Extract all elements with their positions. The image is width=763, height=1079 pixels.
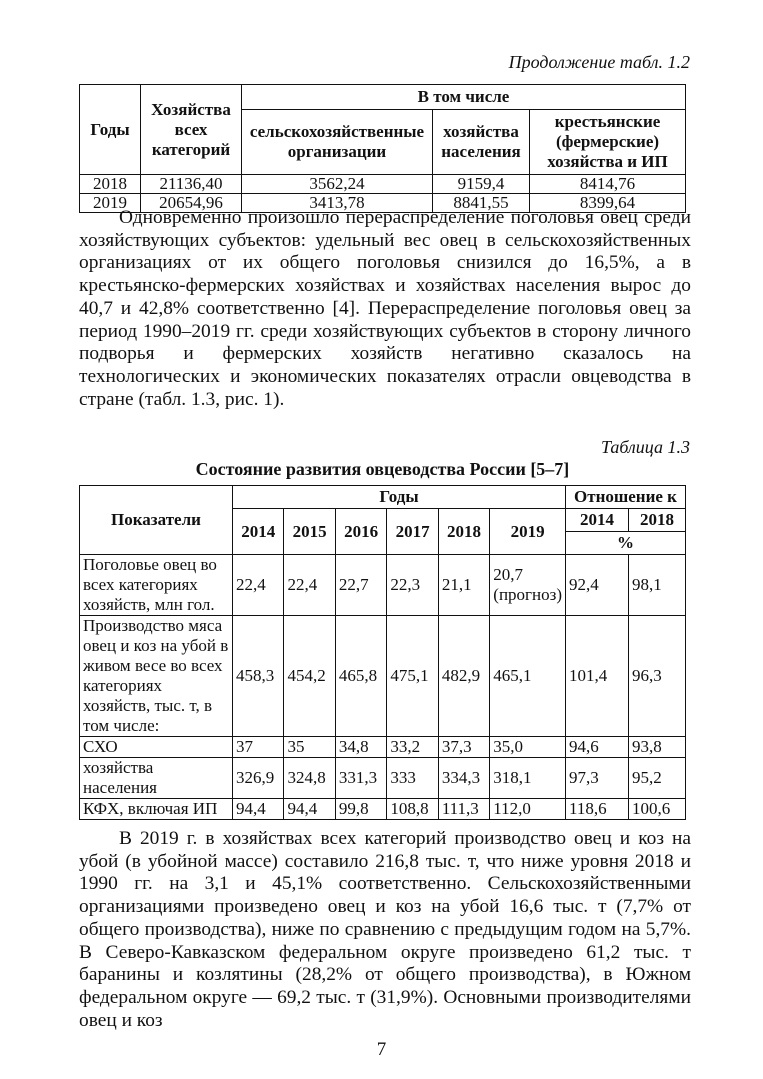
row-label: Поголовье овец во всех категориях хозяйств, млн гол. (80, 555, 233, 616)
continuation-caption: Продолжение табл. 1.2 (508, 52, 690, 72)
cell: 326,9 (233, 758, 284, 799)
cell: 112,0 (490, 799, 566, 820)
header-year: 2017 (387, 509, 438, 555)
header-years: Годы (80, 85, 141, 175)
cell: 8841,55 (433, 194, 530, 213)
cell: 482,9 (438, 616, 489, 737)
cell: 93,8 (629, 737, 686, 758)
cell: 94,4 (284, 799, 335, 820)
header-year: 2015 (284, 509, 335, 555)
header-agri-orgs: сельскохозяйственные организации (242, 110, 433, 175)
cell: 2018 (80, 175, 141, 194)
cell: 96,3 (629, 616, 686, 737)
cell: 95,2 (629, 758, 686, 799)
header-ratio: Отношение к (566, 486, 686, 509)
table-row (80, 799, 686, 820)
cell: 99,8 (335, 799, 386, 820)
cell: 21,1 (438, 555, 489, 616)
paragraph-1 (79, 207, 691, 411)
header-indicators: Показатели (80, 486, 233, 555)
cell: 458,3 (233, 616, 284, 737)
table-row (80, 555, 686, 616)
header-including: В том числе (242, 85, 686, 110)
header-farms: крестьянские (фермерские) хозяйства и ИП (530, 110, 686, 175)
cell: 334,3 (438, 758, 489, 799)
cell: 465,1 (490, 616, 566, 737)
table-1-2-continuation (79, 84, 686, 213)
cell: 465,8 (335, 616, 386, 737)
paragraph-1-text: Одновременно произошло перераспределение поголовья овец среди хозяйствующих субъектов: удельный вес овец в сельскохозяйственных организациях от их общего поголовья снизился до 16,5%, а в крестьянско-фермерских хозяйствах и хозяйствах населения вырос до 40,7 и 42,8% соответственно [4]. Перераспределение поголовья овец за период 1990–2019 гг. среди хозяйствующих субъектов в сторону личного подворья и фермерских хозяйств негативно сказалось на технологических и экономических показателях отрасли овцеводства в стране (табл. 1.3, рис. 1). (79, 207, 691, 410)
header-years: Годы (233, 486, 566, 509)
cell: 475,1 (387, 616, 438, 737)
header-year: 2019 (490, 509, 566, 555)
cell: 33,2 (387, 737, 438, 758)
cell: 100,6 (629, 799, 686, 820)
cell: 97,3 (566, 758, 629, 799)
cell: 101,4 (566, 616, 629, 737)
paragraph-2 (79, 828, 691, 1032)
cell: 34,8 (335, 737, 386, 758)
table-row (80, 175, 686, 194)
header-all-categories: Хозяйства всех категорий (141, 85, 242, 175)
cell: 118,6 (566, 799, 629, 820)
cell: 20,7 (прогноз) (490, 555, 566, 616)
cell: 2019 (80, 194, 141, 213)
header-percent: % (566, 532, 686, 555)
cell: 8414,76 (530, 175, 686, 194)
cell: 108,8 (387, 799, 438, 820)
row-label: хозяйства населения (80, 758, 233, 799)
cell: 331,3 (335, 758, 386, 799)
cell: 92,4 (566, 555, 629, 616)
cell: 37,3 (438, 737, 489, 758)
cell: 8399,64 (530, 194, 686, 213)
cell: 94,6 (566, 737, 629, 758)
row-label: СХО (80, 737, 233, 758)
cell: 94,4 (233, 799, 284, 820)
header-year: 2014 (233, 509, 284, 555)
cell: 324,8 (284, 758, 335, 799)
cell: 35,0 (490, 737, 566, 758)
cell: 454,2 (284, 616, 335, 737)
header-year: 2018 (438, 509, 489, 555)
header-ratio-year: 2018 (629, 509, 686, 532)
cell: 333 (387, 758, 438, 799)
cell: 9159,4 (433, 175, 530, 194)
table-row (80, 737, 686, 758)
paragraph-2-text: В 2019 г. в хозяйствах всех категорий производство овец и коз на убой (в убойной массе) составило 216,8 тыс. т, что ниже уровня 2018 и 1990 гг. на 3,1 и 45,1% соответственно. Сельскохозяйственными организациями произведено овец и коз на убой 16,6 тыс. т (7,7% от общего производства), ниже по сравнению с предыдущим годом на 5,7%. В Северо-Кавказском федеральном округе произведено 61,2 тыс. т баранины и козлятины (28,2% от общего производства), в Южном федеральном округе — 69,2 тыс. т (31,9%). Основными производителями овец и коз (79, 828, 691, 1031)
cell: 35 (284, 737, 335, 758)
header-ratio-year: 2014 (566, 509, 629, 532)
header-households: хозяйства населения (433, 110, 530, 175)
table-1-3 (79, 485, 686, 820)
cell: 22,7 (335, 555, 386, 616)
cell: 22,4 (233, 555, 284, 616)
row-label: КФХ, включая ИП (80, 799, 233, 820)
cell: 37 (233, 737, 284, 758)
header-year: 2016 (335, 509, 386, 555)
table-row (80, 758, 686, 799)
cell: 3413,78 (242, 194, 433, 213)
cell: 3562,24 (242, 175, 433, 194)
row-label: Производство мяса овец и коз на убой в живом весе во всех категориях хозяйств, тыс. т, в том числе: (80, 616, 233, 737)
table-1-3-label: Таблица 1.3 (600, 437, 690, 457)
cell: 98,1 (629, 555, 686, 616)
table-row (80, 616, 686, 737)
table-1-3-title: Состояние развития овцеводства России [5–7] (195, 459, 570, 479)
cell: 111,3 (438, 799, 489, 820)
page-number: 7 (376, 1039, 387, 1060)
cell: 21136,40 (141, 175, 242, 194)
cell: 20654,96 (141, 194, 242, 213)
cell: 22,3 (387, 555, 438, 616)
cell: 318,1 (490, 758, 566, 799)
cell: 22,4 (284, 555, 335, 616)
